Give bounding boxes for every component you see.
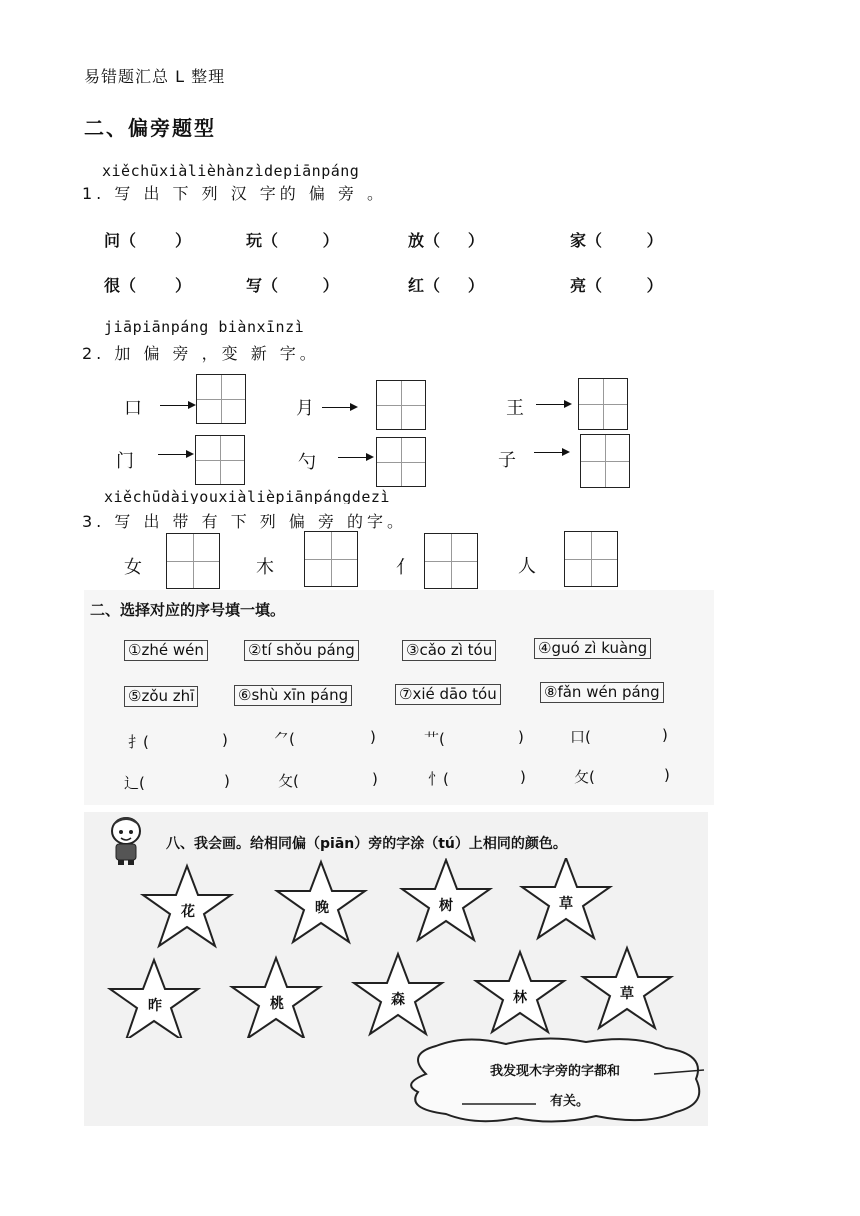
writing-grid[interactable] bbox=[580, 434, 630, 488]
q1-item[interactable]: 写（ ） bbox=[246, 276, 339, 295]
thought-cloud bbox=[396, 1034, 708, 1126]
arrow-icon bbox=[536, 404, 570, 405]
arrow-icon bbox=[160, 405, 194, 406]
arrow-icon bbox=[158, 454, 192, 455]
writing-grid[interactable] bbox=[304, 531, 358, 587]
q3-char: 女 bbox=[124, 557, 142, 578]
q1-item[interactable]: 亮（ ） bbox=[570, 276, 663, 295]
q1-pinyin: xiěchūxiàlièhànzìdepiānpáng bbox=[102, 162, 360, 180]
q3-pinyin: xiěchūdàiyouxiàlièpiānpángdezì bbox=[104, 488, 390, 504]
option-box: ⑥shù xīn páng bbox=[234, 685, 352, 706]
writing-grid[interactable] bbox=[424, 533, 478, 589]
q2-pinyin: jiāpiānpáng biànxīnzì bbox=[104, 318, 305, 336]
radical-paren: ) bbox=[224, 772, 230, 790]
option-box: ②tí shǒu páng bbox=[244, 640, 359, 661]
arrow-icon bbox=[322, 407, 356, 408]
stars-area bbox=[84, 858, 708, 1038]
writing-grid[interactable] bbox=[195, 435, 245, 485]
star-label: 桃 bbox=[270, 996, 284, 1012]
radical-item: ⺈( bbox=[274, 730, 295, 748]
section-title: 二、偏旁题型 bbox=[84, 116, 216, 140]
writing-grid[interactable] bbox=[376, 437, 426, 487]
q2-char: 门 bbox=[116, 451, 134, 472]
star-label: 昨 bbox=[148, 998, 162, 1014]
radical-paren: ) bbox=[370, 728, 376, 746]
q1-item[interactable]: 很（ ） bbox=[104, 276, 191, 295]
q1-row-1 bbox=[104, 228, 663, 251]
radical-paren: ) bbox=[518, 728, 524, 746]
writing-grid[interactable] bbox=[196, 374, 246, 424]
q2-char: 王 bbox=[506, 398, 524, 419]
radical-item: 扌( bbox=[128, 733, 149, 751]
writing-grid[interactable] bbox=[376, 380, 426, 430]
q1-text: 1. 写 出 下 列 汉 字的 偏 旁 。 bbox=[82, 184, 388, 203]
q1-item[interactable]: 玩（ ） bbox=[246, 231, 339, 250]
arrow-icon bbox=[534, 452, 568, 453]
writing-grid[interactable] bbox=[166, 533, 220, 589]
q3-char: 人 bbox=[518, 556, 536, 577]
option-box: ④guó zì kuàng bbox=[534, 638, 651, 659]
star-label: 晚 bbox=[315, 900, 329, 916]
q4-title: 二、选择对应的序号填一填。 bbox=[90, 601, 286, 619]
writing-grid[interactable] bbox=[564, 531, 618, 587]
writing-grid[interactable] bbox=[578, 378, 628, 430]
q2-text: 2. 加 偏 旁 ，变 新 字。 bbox=[82, 344, 320, 363]
q1-item[interactable]: 放（ ） bbox=[408, 231, 484, 250]
q3-char: 木 bbox=[256, 557, 274, 578]
q3-text: 3. 写 出 带 有 下 列 偏 旁 的字。 bbox=[82, 512, 408, 531]
radical-item: 艹( bbox=[424, 730, 445, 748]
radical-item: 攵( bbox=[278, 772, 299, 790]
radical-paren: ) bbox=[222, 731, 228, 749]
radical-item: 忄( bbox=[428, 770, 449, 788]
q2-char: 子 bbox=[498, 450, 516, 471]
star-label: 树 bbox=[439, 898, 453, 914]
radical-item: 攵( bbox=[574, 768, 595, 786]
q1-item[interactable]: 问（ ） bbox=[104, 231, 191, 250]
option-box: ⑤zǒu zhī bbox=[124, 686, 198, 707]
q1-item[interactable]: 红（ ） bbox=[408, 276, 484, 295]
q2-char: 勺 bbox=[298, 452, 316, 473]
option-box: ⑦xié dāo tóu bbox=[395, 684, 501, 705]
q1-item[interactable]: 家（ ） bbox=[570, 231, 663, 250]
document-header: 易错题汇总 L 整理 bbox=[84, 67, 226, 86]
arrow-icon bbox=[338, 457, 372, 458]
option-box: ①zhé wén bbox=[124, 640, 208, 661]
cloud-text-1: 我发现木字旁的字都和 bbox=[490, 1064, 621, 1079]
radical-paren: ) bbox=[664, 766, 670, 784]
radical-item: 辶( bbox=[124, 774, 145, 792]
option-box: ③cǎo zì tóu bbox=[402, 640, 496, 661]
q3-char: 亻 bbox=[396, 557, 414, 578]
star-label: 花 bbox=[181, 904, 195, 920]
radical-paren: ) bbox=[372, 770, 378, 788]
star-label: 森 bbox=[391, 992, 405, 1008]
radical-paren: ) bbox=[520, 768, 526, 786]
q1-row-2 bbox=[104, 273, 663, 296]
radical-paren: ) bbox=[662, 726, 668, 744]
q2-char: 口 bbox=[124, 398, 142, 419]
star-label: 草 bbox=[559, 896, 573, 912]
cloud-text-2: 有关。 bbox=[550, 1094, 590, 1109]
option-box: ⑧fǎn wén páng bbox=[540, 682, 664, 703]
star-label: 林 bbox=[513, 990, 527, 1006]
radical-item: 口( bbox=[570, 728, 591, 746]
star-label: 草 bbox=[620, 986, 634, 1002]
q5-title: 八、我会画。给相同偏（piān）旁的字涂（tú）上相同的颜色。 bbox=[166, 836, 567, 852]
q2-char: 月 bbox=[296, 398, 314, 419]
